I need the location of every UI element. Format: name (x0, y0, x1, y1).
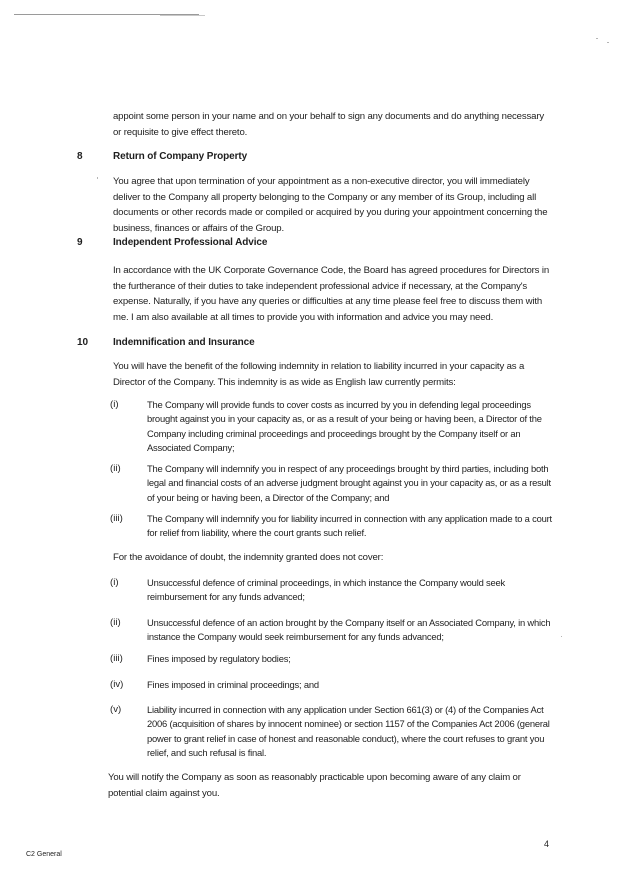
list-item-text: The Company will provide funds to cover costs as incurred by you in defending legal proceedings brought against you in your capacity as, or as a result of your being or having been, a Director of the Company including criminal proceedings and proceedings brought by the Company itself or an Associated Company; (147, 399, 542, 453)
scan-artifact-line (160, 15, 205, 16)
closing-paragraph: You will notify the Company as soon as reasonably practicable upon becoming aware of any claim or potential claim against you. (108, 772, 521, 799)
list-item-label: (i) (110, 577, 119, 588)
scan-speck (97, 177, 98, 179)
list-item-label: (i) (110, 399, 119, 410)
list-item-label: (iv) (110, 679, 124, 690)
list-item-text: The Company will indemnify you for liability incurred in connection with any application made to a court for relief from liability, where the court grants such relief. (147, 513, 552, 539)
list-item-label: (ii) (110, 463, 121, 474)
section-number-10: 10 (77, 337, 89, 348)
section-number-9: 9 (77, 237, 83, 248)
list-item-text: The Company will indemnify you in respect of any proceedings brought by third parties, including both legal and financial costs of an adverse judgment brought against you in your capacity as, or as a result of your being or having been, a Director of the Company; and (147, 463, 551, 503)
list-item-label: (iii) (110, 513, 123, 524)
exclusion-intro: For the avoidance of doubt, the indemnity granted does not cover: (113, 552, 384, 563)
section-10-intro: You will have the benefit of the following indemnity in relation to liability incurred in your capacity as a Director of the Company. This indemnity is as wide as English law currently permits: (113, 361, 525, 388)
scan-speck (561, 636, 562, 637)
classification-label: C2 General (26, 851, 62, 858)
list-item-text: Unsuccessful defence of criminal proceedings, in which instance the Company would seek reimbursement for any funds advanced; (147, 577, 505, 603)
list-item-text: Liability incurred in connection with any application under Section 661(3) or (4) of the Companies Act 2006 (acquisition of shares by innocent nominee) or section 1157 of the Companies Act 2006 (general power to grant relief in case of honest and reasonable conduct), where the court refuses to grant you relief, and such refusal is final. (147, 704, 550, 758)
scan-speck (607, 42, 609, 43)
list-item-label: (iii) (110, 653, 123, 664)
list-item-text: Fines imposed by regulatory bodies; (147, 653, 291, 664)
scan-speck (596, 38, 598, 39)
section-heading-return-of-property: Return of Company Property (113, 151, 248, 162)
section-heading-indemnification: Indemnification and Insurance (113, 337, 255, 348)
page-number: 4 (544, 839, 550, 849)
section-heading-independent-advice: Independent Professional Advice (113, 237, 268, 248)
list-item-label: (ii) (110, 617, 121, 628)
continuation-paragraph: appoint some person in your name and on your behalf to sign any documents and do anything necessary or requisite to give effect thereto. (113, 111, 545, 138)
section-9-paragraph: In accordance with the UK Corporate Governance Code, the Board has agreed procedures for Directors in the furtherance of their duties to take independent professional advice if necessary, at the Company's expense. Naturally, if you have any queries or difficulties at any time please feel free to discuss them with me. I am also available at all times to provide you with information and advice you may need. (113, 265, 550, 323)
section-8-paragraph: You agree that upon termination of your appointment as a non-executive director, you will immediately deliver to the Company all property belonging to the Company or any member of its Group, including all documents or other records made or compiled or acquired by you during your appointment concerning the business, finances or affairs of the Group. (113, 176, 548, 234)
list-item-text: Fines imposed in criminal proceedings; and (147, 679, 319, 690)
list-item-label: (v) (110, 704, 122, 715)
section-number-8: 8 (77, 151, 83, 162)
list-item-text: Unsuccessful defence of an action brought by the Company itself or an Associated Company, in which instance the Company would seek reimbursement for any funds advanced; (147, 617, 551, 643)
